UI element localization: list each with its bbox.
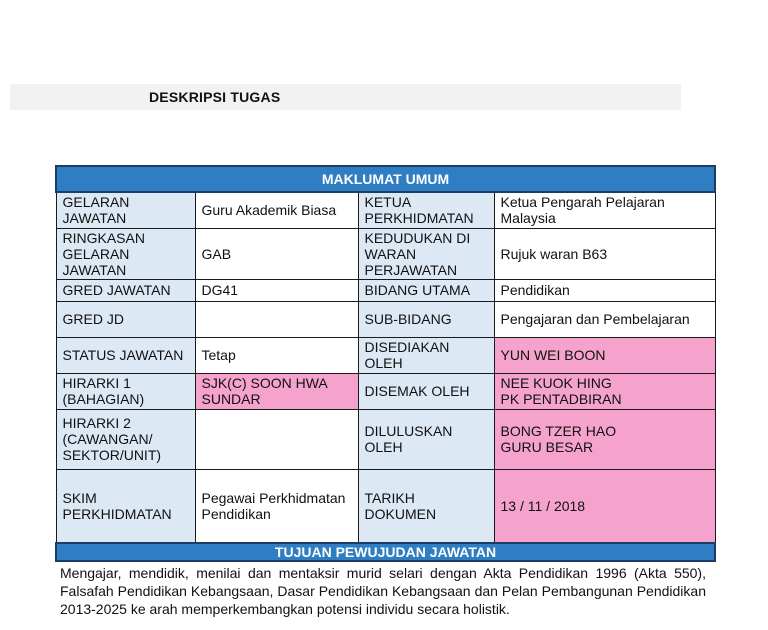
hirarki-2-label-line2: (CAWANGAN/	[62, 431, 153, 447]
table-row	[56, 337, 715, 373]
diluluskan-oleh-value	[494, 409, 715, 469]
tarikh-dokumen-value: 13 / 11 / 2018	[494, 469, 715, 543]
tujuan-paragraph: Mengajar, mendidik, menilai dan mentaksir murid selari dengan Akta Pendidikan 1996 (Akta 550), Falsafah Pendidikan Kebangsaan, Dasar Pendidikan Kebangsaan dan Pelan Pembangunan Pendidikan 2013-2025 ke arah memperkembangkan potensi individu secara holistik.	[60, 565, 706, 617]
diluluskan-oleh-label: DILULUSKAN OLEH	[358, 409, 494, 469]
status-jawatan-value: Tetap	[195, 337, 358, 373]
hirarki-2-label-line1: HIRARKI 2	[62, 415, 131, 431]
disediakan-oleh-label: DISEDIAKAN OLEH	[358, 337, 494, 373]
tarikh-dokumen-label: TARIKH DOKUMEN	[358, 469, 494, 543]
table-row	[56, 228, 715, 279]
table-row	[56, 192, 715, 228]
ketua-perkhidmatan-value: Ketua Pengarah Pelajaran Malaysia	[494, 192, 715, 228]
sub-bidang-label: SUB-BIDANG	[358, 301, 494, 337]
table-row	[56, 373, 715, 409]
table-row	[56, 409, 715, 469]
kedudukan-waran-label: KEDUDUKAN DI WARAN PERJAWATAN	[358, 228, 494, 279]
disemak-oleh-label: DISEMAK OLEH	[358, 373, 494, 409]
bidang-utama-value: Pendidikan	[494, 279, 715, 301]
tujuan-header-row	[56, 543, 715, 561]
diluluskan-oleh-role: GURU BESAR	[500, 439, 594, 455]
skim-perkhidmatan-label: SKIM PERKHIDMATAN	[56, 469, 195, 543]
ringkasan-gelaran-value: GAB	[195, 228, 358, 279]
disemak-oleh-name: NEE KUOK HING	[500, 375, 612, 391]
ringkasan-gelaran-label: RINGKASAN GELARAN JAWATAN	[56, 228, 195, 279]
table-row	[56, 469, 715, 543]
table-row	[56, 279, 715, 301]
maklumat-umum-header-row	[56, 166, 715, 192]
gred-jd-label: GRED JD	[56, 301, 195, 337]
maklumat-umum-table	[55, 165, 716, 562]
tujuan-heading: TUJUAN PEWUJUDAN JAWATAN	[56, 543, 715, 561]
hirarki-1-label: HIRARKI 1 (BAHAGIAN)	[56, 373, 195, 409]
hirarki-1-value: SJK(C) SOON HWA SUNDAR	[195, 373, 358, 409]
gelaran-jawatan-label: GELARAN JAWATAN	[56, 192, 195, 228]
gred-jawatan-value: DG41	[195, 279, 358, 301]
gelaran-jawatan-value: Guru Akademik Biasa	[195, 192, 358, 228]
sub-bidang-value: Pengajaran dan Pembelajaran	[494, 301, 715, 337]
document-title: DESKRIPSI TUGAS	[149, 89, 281, 105]
maklumat-umum-heading: MAKLUMAT UMUM	[56, 166, 715, 192]
bidang-utama-label: BIDANG UTAMA	[358, 279, 494, 301]
skim-perkhidmatan-value: Pegawai Perkhidmatan Pendidikan	[195, 469, 358, 543]
ketua-perkhidmatan-label: KETUA PERKHIDMATAN	[358, 192, 494, 228]
gred-jd-value	[195, 301, 358, 337]
kedudukan-waran-value: Rujuk waran B63	[494, 228, 715, 279]
status-jawatan-label: STATUS JAWATAN	[56, 337, 195, 373]
hirarki-2-value	[195, 409, 358, 469]
hirarki-2-label-line3: SEKTOR/UNIT)	[62, 447, 162, 463]
table-row	[56, 301, 715, 337]
disediakan-oleh-value: YUN WEI BOON	[494, 337, 715, 373]
diluluskan-oleh-name: BONG TZER HAO	[500, 423, 617, 439]
gred-jawatan-label: GRED JAWATAN	[56, 279, 195, 301]
title-band	[10, 84, 681, 110]
hirarki-2-label	[56, 409, 195, 469]
disemak-oleh-role: PK PENTADBIRAN	[500, 391, 622, 407]
disemak-oleh-value	[494, 373, 715, 409]
